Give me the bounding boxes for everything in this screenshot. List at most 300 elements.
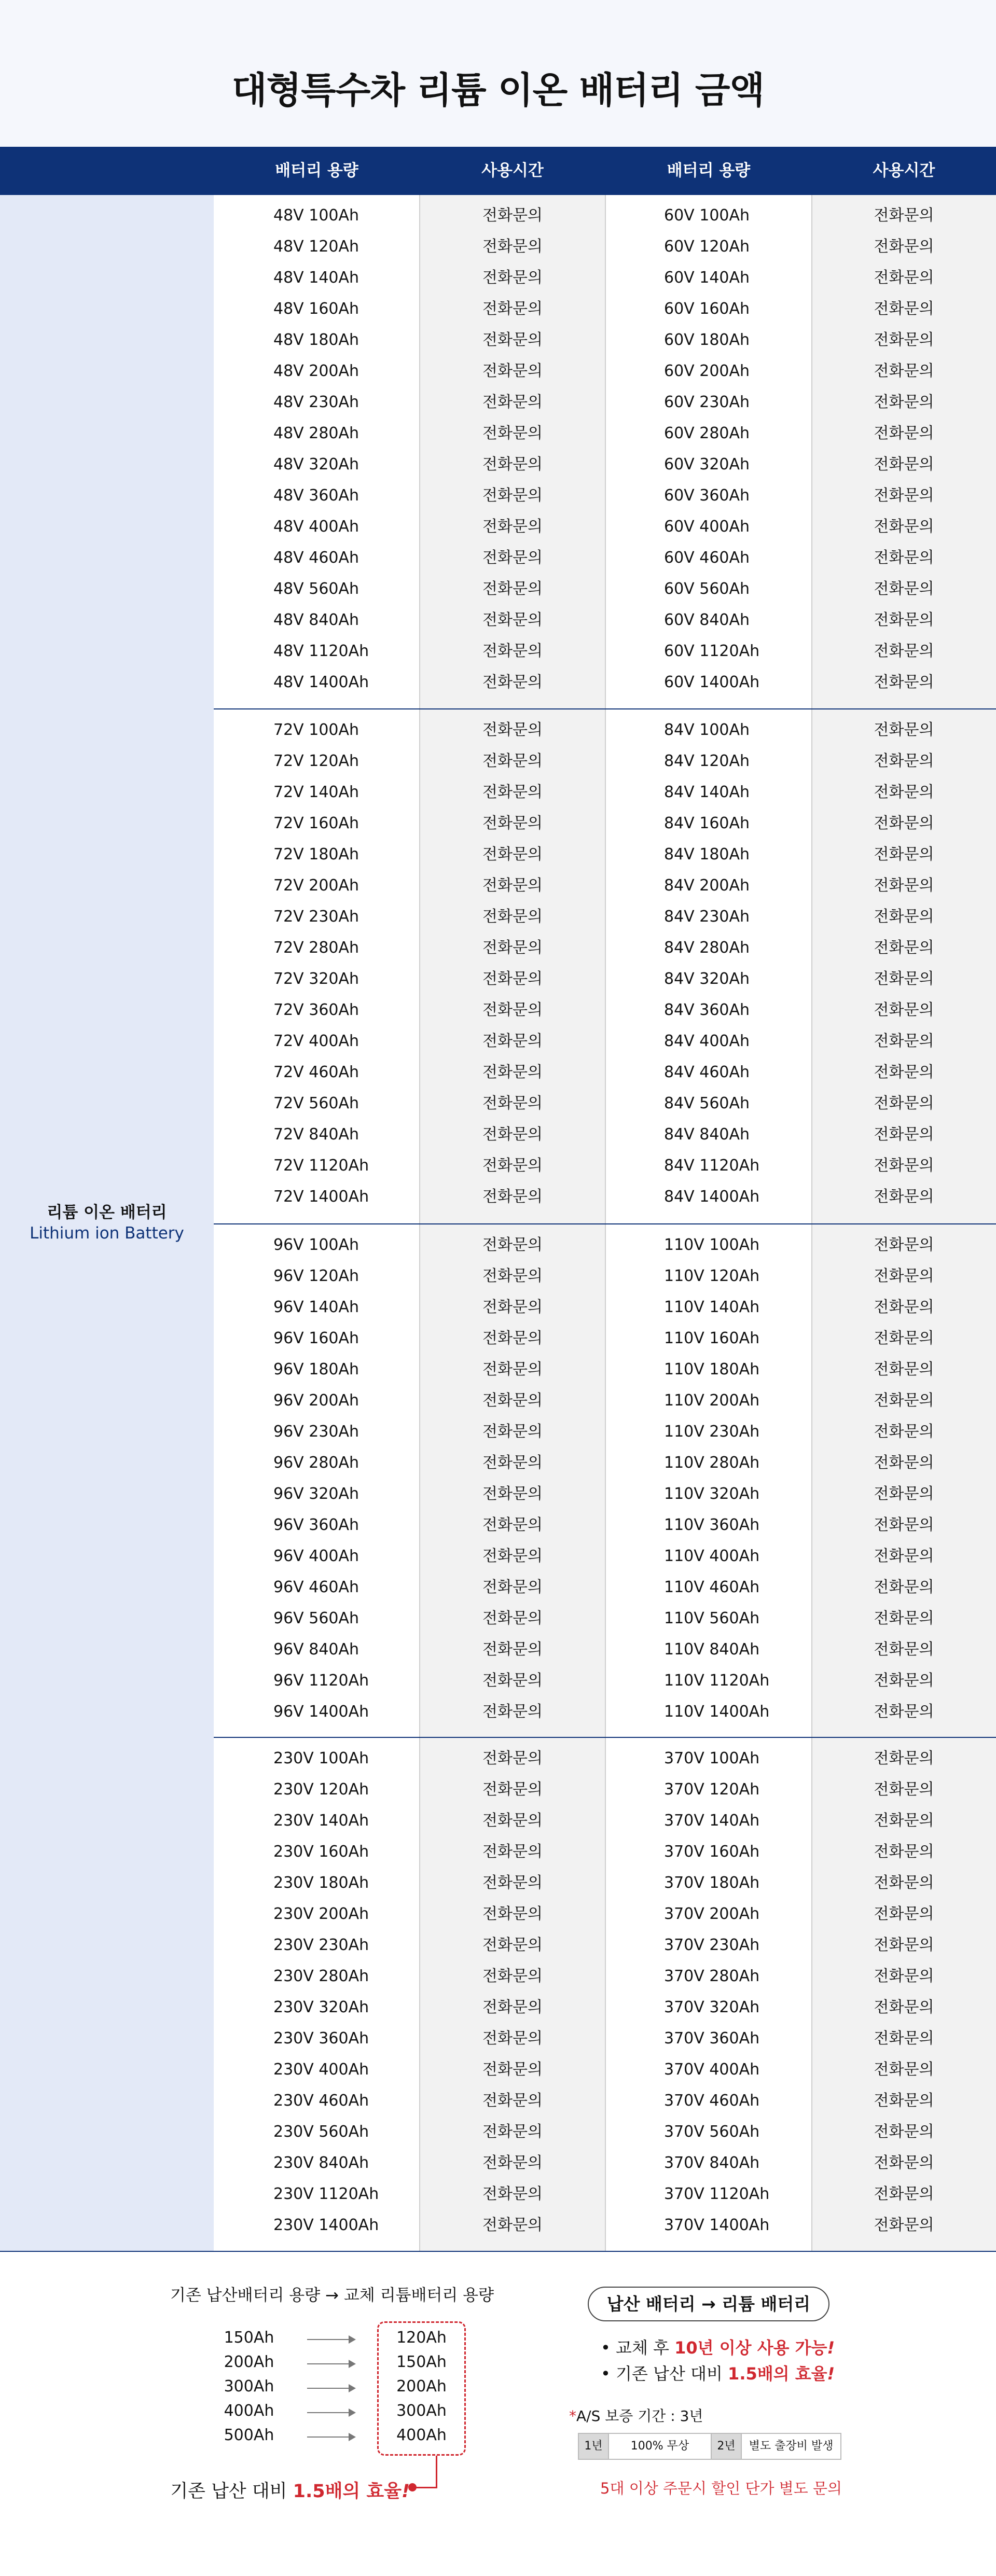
price-inquiry-cell: 전화문의 [482,1391,543,1410]
price-inquiry-cell: 전화문의 [482,1843,543,1861]
battery-capacity-cell: 230V 460Ah [273,2092,369,2110]
price-inquiry-cell-2: 전화문의 [874,1874,934,1892]
battery-capacity-cell: 72V 400Ah [273,1032,359,1050]
battery-capacity-cell: 96V 160Ah [273,1329,359,1347]
table-row [214,356,996,387]
battery-capacity-cell-2: 370V 120Ah [664,1780,760,1799]
price-inquiry-cell: 전화문의 [482,1063,543,1081]
table-row [214,746,996,777]
price-inquiry-cell-2: 전화문의 [874,1843,934,1861]
price-inquiry-cell: 전화문의 [482,611,543,629]
battery-capacity-cell: 96V 1400Ah [273,1703,369,1721]
price-inquiry-cell: 전화문의 [482,752,543,770]
battery-capacity-cell-2: 370V 1120Ah [664,2185,770,2203]
battery-capacity-cell: 48V 280Ah [273,424,359,442]
battery-capacity-cell: 72V 1120Ah [273,1157,369,1175]
header-time-2: 사용시간 [873,161,935,180]
price-inquiry-cell: 전화문의 [482,2185,543,2203]
price-inquiry-cell-2: 전화문의 [874,2060,934,2079]
price-inquiry-cell-2: 전화문의 [874,580,934,598]
battery-capacity-cell-2: 84V 180Ah [664,845,750,864]
battery-capacity-cell: 72V 200Ah [273,876,359,895]
price-inquiry-cell: 전화문의 [482,1905,543,1923]
price-inquiry-cell: 전화문의 [482,1703,543,1721]
battery-capacity-cell-2: 60V 160Ah [664,300,750,318]
battery-capacity-cell-2: 84V 120Ah [664,752,750,770]
battery-capacity-cell: 230V 100Ah [273,1749,369,1767]
benefit-efficiency-exclaim: ! [827,2364,835,2384]
table-row [214,200,996,231]
table-row [214,449,996,480]
battery-capacity-cell: 230V 1120Ah [273,2185,379,2203]
section-divider [0,2251,996,2252]
table-row [214,325,996,356]
price-inquiry-cell-2: 전화문의 [874,331,934,349]
table-row [214,777,996,808]
price-inquiry-cell-2: 전화문의 [874,2185,934,2203]
table-row [214,1292,996,1323]
table-row [214,2179,996,2210]
price-inquiry-cell-2: 전화문의 [874,1936,934,1954]
price-inquiry-cell: 전화문의 [482,1001,543,1019]
battery-capacity-cell-2: 84V 320Ah [664,970,750,988]
price-inquiry-cell: 전화문의 [482,269,543,287]
benefit-lifespan [601,2335,912,2359]
battery-capacity-cell: 72V 100Ah [273,721,359,739]
battery-capacity-cell-2: 60V 100Ah [664,206,750,225]
price-inquiry-cell: 전화문의 [482,2092,543,2110]
table-row [214,480,996,511]
price-inquiry-cell: 전화문의 [482,939,543,957]
battery-capacity-cell-2: 370V 280Ah [664,1967,760,1985]
price-inquiry-cell: 전화문의 [482,1157,543,1175]
price-inquiry-cell-2: 전화문의 [874,549,934,567]
price-inquiry-cell-2: 전화문의 [874,1236,934,1254]
price-inquiry-cell: 전화문의 [482,673,543,691]
price-inquiry-cell: 전화문의 [482,908,543,926]
price-inquiry-cell: 전화문의 [482,2123,543,2141]
efficiency-note-prefix: 기존 납산 대비 [170,2481,293,2502]
battery-capacity-cell: 96V 460Ah [273,1578,359,1596]
price-inquiry-cell-2: 전화문의 [874,814,934,832]
battery-capacity-cell: 96V 400Ah [273,1547,359,1565]
as-free: 100% 무상 [609,2434,712,2459]
battery-capacity-cell: 96V 230Ah [273,1423,359,1441]
price-inquiry-cell-2: 전화문의 [874,238,934,256]
battery-capacity-cell: 48V 230Ah [273,393,359,411]
table-row [214,932,996,964]
arrow-right-icon [307,2436,355,2438]
battery-capacity-cell: 48V 120Ah [273,238,359,256]
table-row [214,605,996,636]
battery-capacity-cell: 72V 140Ah [273,783,359,801]
table-row [214,839,996,870]
battery-capacity-cell: 96V 840Ah [273,1640,359,1659]
benefit-lifespan-exclaim: ! [827,2338,835,2358]
price-inquiry-cell: 전화문의 [482,970,543,988]
battery-capacity-cell: 72V 360Ah [273,1001,359,1019]
battery-capacity-cell-2: 84V 1120Ah [664,1157,760,1175]
price-inquiry-cell-2: 전화문의 [874,1329,934,1347]
price-inquiry-cell: 전화문의 [482,1749,543,1767]
battery-capacity-cell-2: 84V 560Ah [664,1094,750,1112]
battery-capacity-cell: 96V 100Ah [273,1236,359,1254]
benefit-efficiency-highlight: 1.5배의 효율 [728,2364,827,2384]
table-row [214,1354,996,1385]
benefit-lifespan-highlight: 10년 이상 사용 가능 [674,2338,827,2358]
price-inquiry-cell-2: 전화문의 [874,455,934,474]
battery-capacity-cell-2: 60V 360Ah [664,486,750,505]
battery-capacity-cell-2: 110V 560Ah [664,1609,760,1627]
price-inquiry-cell-2: 전화문의 [874,876,934,895]
battery-capacity-cell: 96V 200Ah [273,1391,359,1410]
lead-acid-capacity: 200Ah [224,2353,274,2371]
battery-capacity-cell: 48V 360Ah [273,486,359,505]
table-row [214,1899,996,1930]
header-capacity-2: 배터리 용량 [667,161,751,180]
battery-capacity-cell: 72V 230Ah [273,908,359,926]
price-inquiry-cell-2: 전화문의 [874,970,934,988]
battery-capacity-cell-2: 370V 200Ah [664,1905,760,1923]
price-inquiry-cell: 전화문의 [482,486,543,505]
battery-capacity-cell: 230V 200Ah [273,1905,369,1923]
price-inquiry-cell-2: 전화문의 [874,721,934,739]
table-row [214,1150,996,1181]
as-fee: 별도 출장비 발생 [749,2440,834,2453]
table-row [214,995,996,1026]
price-inquiry-cell: 전화문의 [482,1298,543,1316]
lithium-capacity: 150Ah [396,2353,447,2371]
table-row [214,1930,996,1961]
price-inquiry-cell: 전화문의 [482,362,543,380]
price-inquiry-cell-2: 전화문의 [874,362,934,380]
battery-capacity-cell: 72V 1400Ah [273,1188,369,1206]
battery-capacity-cell: 96V 1120Ah [273,1672,369,1690]
battery-capacity-cell-2: 110V 360Ah [664,1516,760,1534]
price-inquiry-cell: 전화문의 [482,1998,543,2016]
lead-to-lithium-pill: 납산 배터리 → 리튬 배터리 [588,2287,829,2321]
lithium-capacity-box [377,2321,466,2456]
battery-capacity-cell-2: 60V 840Ah [664,611,750,629]
table-row [214,1181,996,1213]
price-inquiry-cell: 전화문의 [482,1640,543,1659]
price-inquiry-cell-2: 전화문의 [874,1578,934,1596]
battery-capacity-cell-2: 110V 460Ah [664,1578,760,1596]
price-inquiry-cell-2: 전화문의 [874,206,934,225]
price-inquiry-cell-2: 전화문의 [874,1485,934,1503]
battery-capacity-cell-2: 60V 320Ah [664,455,750,474]
price-inquiry-cell: 전화문의 [482,455,543,474]
battery-capacity-cell: 230V 400Ah [273,2060,369,2079]
battery-capacity-cell: 230V 320Ah [273,1998,369,2016]
battery-capacity-cell: 72V 160Ah [273,814,359,832]
price-inquiry-cell-2: 전화문의 [874,611,934,629]
battery-capacity-cell: 230V 280Ah [273,1967,369,1985]
price-inquiry-cell: 전화문의 [482,393,543,411]
price-inquiry-cell-2: 전화문의 [874,1454,934,1472]
price-inquiry-cell-2: 전화문의 [874,1032,934,1050]
page-title: 대형특수차 리튬 이온 배터리 금액 [231,69,765,112]
price-inquiry-cell: 전화문의 [482,642,543,660]
price-inquiry-cell: 전화문의 [482,1609,543,1627]
price-inquiry-cell-2: 전화문의 [874,1905,934,1923]
table-row [214,636,996,667]
lead-acid-capacity: 150Ah [224,2329,274,2347]
connector-line [413,2487,437,2488]
battery-capacity-cell-2: 370V 230Ah [664,1936,760,1954]
efficiency-highlight: 1.5배의 효율 [293,2481,402,2502]
battery-capacity-cell: 72V 320Ah [273,970,359,988]
price-inquiry-cell-2: 전화문의 [874,1640,934,1659]
table-row [214,2085,996,2117]
benefit-efficiency [601,2361,912,2385]
header-capacity: 배터리 용량 [275,161,358,180]
battery-capacity-cell: 96V 280Ah [273,1454,359,1472]
battery-capacity-cell: 230V 180Ah [273,1874,369,1892]
price-inquiry-cell-2: 전화문의 [874,939,934,957]
table-row [214,2210,996,2241]
price-inquiry-cell: 전화문의 [482,1516,543,1534]
battery-capacity-cell-2: 370V 360Ah [664,2029,760,2048]
battery-capacity-cell-2: 110V 180Ah [664,1360,760,1378]
arrow-right-icon [307,2412,355,2413]
battery-capacity-cell-2: 370V 1400Ah [664,2216,770,2234]
battery-capacity-cell-2: 60V 460Ah [664,549,750,567]
price-inquiry-cell-2: 전화문의 [874,845,934,864]
price-inquiry-cell: 전화문의 [482,1329,543,1347]
as-year1: 1년 [579,2434,609,2459]
battery-capacity-cell: 72V 840Ah [273,1125,359,1144]
table-row [214,1992,996,2023]
battery-capacity-cell-2: 84V 460Ah [664,1063,750,1081]
as-star: * [569,2407,576,2425]
price-inquiry-cell: 전화문의 [482,300,543,318]
battery-capacity-cell-2: 60V 200Ah [664,362,750,380]
price-inquiry-cell: 전화문의 [482,424,543,442]
benefit-lifespan-prefix: • 교체 후 [601,2338,675,2358]
price-inquiry-cell-2: 전화문의 [874,2029,934,2048]
battery-capacity-cell-2: 84V 140Ah [664,783,750,801]
battery-capacity-cell: 230V 1400Ah [273,2216,379,2234]
battery-capacity-cell: 96V 180Ah [273,1360,359,1378]
table-row [214,1323,996,1354]
table-row [214,1416,996,1447]
battery-capacity-cell-2: 370V 560Ah [664,2123,760,2141]
price-inquiry-cell-2: 전화문의 [874,1703,934,1721]
battery-capacity-cell: 48V 840Ah [273,611,359,629]
battery-capacity-cell-2: 370V 320Ah [664,1998,760,2016]
table-row [214,1541,996,1572]
battery-capacity-cell-2: 84V 160Ah [664,814,750,832]
lithium-capacity: 120Ah [396,2329,447,2347]
battery-capacity-cell-2: 110V 160Ah [664,1329,760,1347]
price-inquiry-cell: 전화문의 [482,845,543,864]
table-row [214,387,996,418]
group-divider [214,1223,996,1224]
table-row [214,262,996,294]
as-warranty-label [569,2405,703,2426]
battery-capacity-cell-2: 84V 100Ah [664,721,750,739]
battery-capacity-cell: 72V 280Ah [273,939,359,957]
battery-capacity-cell-2: 110V 140Ah [664,1298,760,1316]
price-inquiry-cell: 전화문의 [482,2154,543,2172]
battery-capacity-cell: 48V 400Ah [273,518,359,536]
battery-capacity-cell: 48V 1400Ah [273,673,369,691]
battery-capacity-cell: 48V 460Ah [273,549,359,567]
price-inquiry-cell-2: 전화문의 [874,1360,934,1378]
efficiency-note [166,2477,410,2503]
battery-capacity-cell-2: 60V 140Ah [664,269,750,287]
as-warranty-text: A/S 보증 기간 : 3년 [576,2407,703,2425]
table-row [214,231,996,262]
price-inquiry-cell-2: 전화문의 [874,642,934,660]
price-inquiry-cell-2: 전화문의 [874,486,934,505]
table-row [214,1479,996,1510]
table-row [214,667,996,698]
price-inquiry-cell: 전화문의 [482,1236,543,1254]
table-row [214,2054,996,2085]
battery-capacity-cell-2: 84V 360Ah [664,1001,750,1019]
battery-capacity-cell: 48V 320Ah [273,455,359,474]
as-warranty-table [578,2433,841,2460]
table-row [214,1961,996,1992]
battery-capacity-cell: 96V 120Ah [273,1267,359,1285]
battery-capacity-cell-2: 110V 1400Ah [664,1703,770,1721]
price-inquiry-cell: 전화문의 [482,2060,543,2079]
battery-capacity-cell-2: 84V 200Ah [664,876,750,895]
group-divider [214,708,996,709]
battery-capacity-cell: 230V 840Ah [273,2154,369,2172]
price-inquiry-cell-2: 전화문의 [874,908,934,926]
battery-capacity-cell: 48V 100Ah [273,206,359,225]
battery-capacity-cell-2: 84V 840Ah [664,1125,750,1144]
price-inquiry-cell-2: 전화문의 [874,1516,934,1534]
table-row [214,901,996,932]
price-inquiry-cell: 전화문의 [482,2216,543,2234]
battery-capacity-cell-2: 60V 230Ah [664,393,750,411]
price-inquiry-cell: 전화문의 [482,1423,543,1441]
battery-capacity-cell-2: 110V 200Ah [664,1391,760,1410]
battery-capacity-cell: 230V 160Ah [273,1843,369,1861]
battery-capacity-cell-2: 370V 180Ah [664,1874,760,1892]
price-inquiry-cell-2: 전화문의 [874,752,934,770]
price-inquiry-cell-2: 전화문의 [874,783,934,801]
price-inquiry-cell-2: 전화문의 [874,1780,934,1799]
price-inquiry-cell-2: 전화문의 [874,2092,934,2110]
battery-capacity-cell-2: 60V 120Ah [664,238,750,256]
category-label-korean: 리튬 이온 배터리 [47,1203,167,1222]
lithium-capacity: 400Ah [396,2426,447,2444]
table-row [214,1447,996,1479]
table-row [214,1836,996,1868]
battery-capacity-cell: 72V 460Ah [273,1063,359,1081]
battery-capacity-cell-2: 60V 1120Ah [664,642,760,660]
table-row [214,1057,996,1088]
price-inquiry-cell-2: 전화문의 [874,1547,934,1565]
price-inquiry-cell: 전화문의 [482,783,543,801]
price-inquiry-cell-2: 전화문의 [874,1967,934,1985]
battery-capacity-cell-2: 110V 840Ah [664,1640,760,1659]
battery-capacity-cell: 230V 120Ah [273,1780,369,1799]
price-inquiry-cell: 전화문의 [482,206,543,225]
battery-capacity-cell-2: 110V 230Ah [664,1423,760,1441]
battery-capacity-cell-2: 60V 180Ah [664,331,750,349]
table-row [214,808,996,839]
battery-capacity-cell-2: 370V 100Ah [664,1749,760,1767]
price-inquiry-cell-2: 전화문의 [874,1298,934,1316]
connector-line [436,2456,437,2488]
table-row [214,1385,996,1416]
battery-capacity-cell-2: 110V 280Ah [664,1454,760,1472]
table-row [214,1805,996,1836]
price-inquiry-cell: 전화문의 [482,1454,543,1472]
battery-capacity-cell-2: 84V 230Ah [664,908,750,926]
price-inquiry-cell-2: 전화문의 [874,1672,934,1690]
price-inquiry-cell-2: 전화문의 [874,1063,934,1081]
table-row [214,1696,996,1728]
price-inquiry-cell: 전화문의 [482,1094,543,1112]
table-row [214,574,996,605]
table-row [214,1743,996,1774]
conversion-title: 기존 납산배터리 용량 → 교체 리튬배터리 용량 [170,2286,494,2305]
battery-capacity-cell-2: 60V 400Ah [664,518,750,536]
battery-capacity-cell-2: 110V 100Ah [664,1236,760,1254]
table-row [214,1603,996,1634]
table-row [214,1634,996,1665]
table-row [214,1119,996,1150]
arrow-right-icon [307,2388,355,2389]
battery-capacity-cell: 230V 360Ah [273,2029,369,2048]
lead-acid-capacity: 400Ah [224,2402,274,2420]
price-inquiry-cell: 전화문의 [482,1672,543,1690]
price-inquiry-cell: 전화문의 [482,1874,543,1892]
battery-capacity-cell: 96V 320Ah [273,1485,359,1503]
table-row [214,511,996,542]
lead-acid-capacity: 500Ah [224,2426,274,2444]
battery-capacity-cell: 72V 560Ah [273,1094,359,1112]
table-row [214,2117,996,2148]
battery-capacity-cell-2: 370V 160Ah [664,1843,760,1861]
table-row [214,1088,996,1119]
table-header [0,147,996,195]
price-inquiry-cell-2: 전화문의 [874,2216,934,2234]
price-inquiry-cell-2: 전화문의 [874,2154,934,2172]
table-row [214,870,996,901]
arrow-right-icon [307,2363,355,2364]
price-inquiry-cell: 전화문의 [482,549,543,567]
price-inquiry-cell-2: 전화문의 [874,300,934,318]
battery-capacity-cell: 96V 360Ah [273,1516,359,1534]
table-row [214,1261,996,1292]
battery-capacity-cell: 230V 140Ah [273,1812,369,1830]
battery-capacity-cell-2: 370V 140Ah [664,1812,760,1830]
price-inquiry-cell: 전화문의 [482,1780,543,1799]
table-row [214,1230,996,1261]
battery-capacity-cell: 48V 160Ah [273,300,359,318]
price-inquiry-cell-2: 전화문의 [874,1125,934,1144]
battery-capacity-cell: 230V 560Ah [273,2123,369,2141]
price-inquiry-cell-2: 전화문의 [874,1749,934,1767]
battery-capacity-cell-2: 110V 1120Ah [664,1672,770,1690]
lead-acid-capacity: 300Ah [224,2377,274,2396]
battery-capacity-cell-2: 110V 400Ah [664,1547,760,1565]
battery-capacity-cell: 48V 140Ah [273,269,359,287]
table-row [214,542,996,574]
price-inquiry-cell-2: 전화문의 [874,2123,934,2141]
price-inquiry-cell: 전화문의 [482,1485,543,1503]
price-inquiry-cell-2: 전화문의 [874,1391,934,1410]
price-inquiry-cell-2: 전화문의 [874,1267,934,1285]
